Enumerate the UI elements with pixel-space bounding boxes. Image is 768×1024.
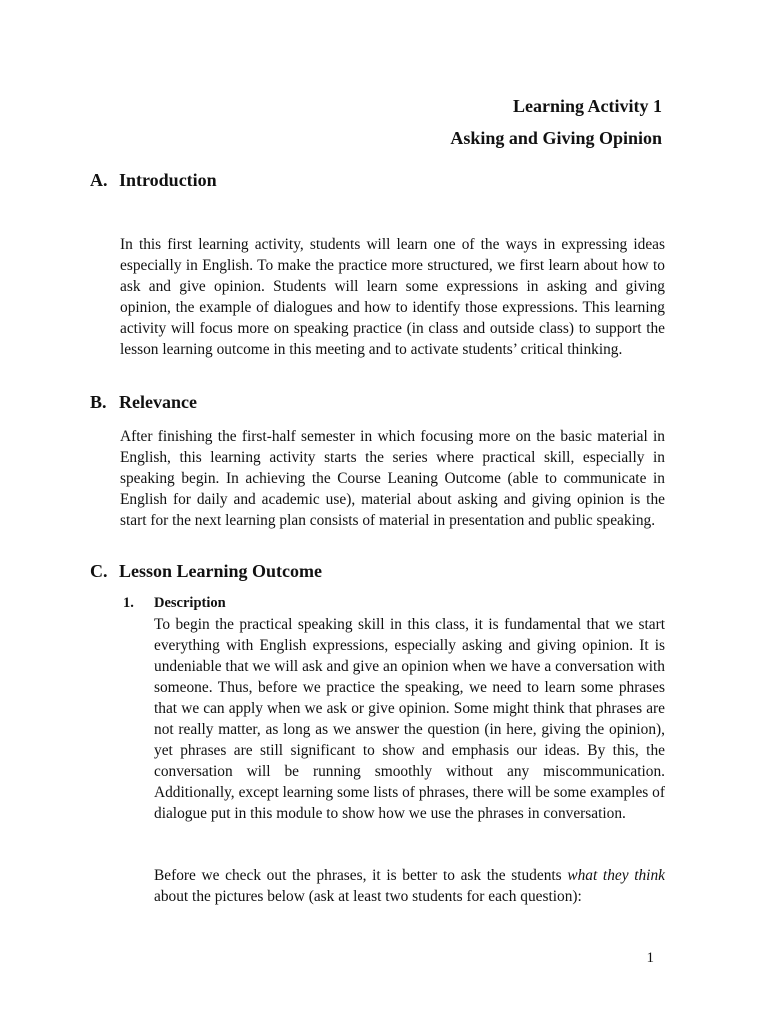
section-heading-relevance xyxy=(90,392,197,413)
pictures-prompt-paragraph xyxy=(154,865,665,907)
prompt-text-emphasis: what they think xyxy=(567,867,665,884)
prompt-text-end: about the pictures below (ask at least two students for each question): xyxy=(154,888,582,905)
subsection-number: 1. xyxy=(123,595,134,611)
prompt-text-start: Before we check out the phrases, it is better to ask the students xyxy=(154,867,568,884)
section-letter: B. xyxy=(90,392,107,412)
section-heading-introduction xyxy=(90,170,217,191)
section-title: Introduction xyxy=(119,170,217,190)
section-letter: C. xyxy=(90,561,108,581)
document-subtitle: Asking and Giving Opinion xyxy=(450,128,662,148)
subsection-heading-description xyxy=(123,595,226,612)
description-paragraph: To begin the practical speaking skill in this class, it is fundamental that we start everything with English expressions, especially asking and giving opinion. It is undeniable that we will ask and give an opinion when we have a conversation with someone. Thus, before we practice the speaking, we need to learn some phrases that we can apply when we ask or give opinion. Some might think that phrases are not really matter, as long as we answer the question (in here, giving the opinion), yet phrases are still significant to show and emphasis our ideas. By this, the conversation will be running smoothly without any miscommunication. Additionally, except learning some lists of phrases, there will be some examples of dialogue put in this module to show how we use the phrases in conversation. xyxy=(154,616,665,822)
subsection-title: Description xyxy=(154,595,226,611)
section-title: Lesson Learning Outcome xyxy=(119,561,323,581)
introduction-paragraph: In this first learning activity, students will learn one of the ways in expressing ideas especially in English. To make the practice more structured, we first learn about how to ask and give opinion. Students will learn some expressions in asking and giving opinion, the example of dialogues and how to identify those expressions. This learning activity will focus more on speaking practice (in class and outside class) to support the lesson learning outcome in this meeting and to activate students’ critical thinking. xyxy=(120,236,665,358)
page-number: 1 xyxy=(646,950,654,966)
section-heading-lesson-learning-outcome xyxy=(90,561,322,582)
section-letter: A. xyxy=(90,170,108,190)
relevance-paragraph: After finishing the first-half semester in which focusing more on the basic material in English, this learning activity starts the series where practical skill, especially in speaking begin. In achieving the Course Leaning Outcome (able to communicate in English for daily and academic use), material about asking and giving opinion is the start for the next learning plan consists of material in presentation and public speaking. xyxy=(120,428,665,529)
document-title: Learning Activity 1 xyxy=(513,96,662,116)
section-title: Relevance xyxy=(119,392,197,412)
